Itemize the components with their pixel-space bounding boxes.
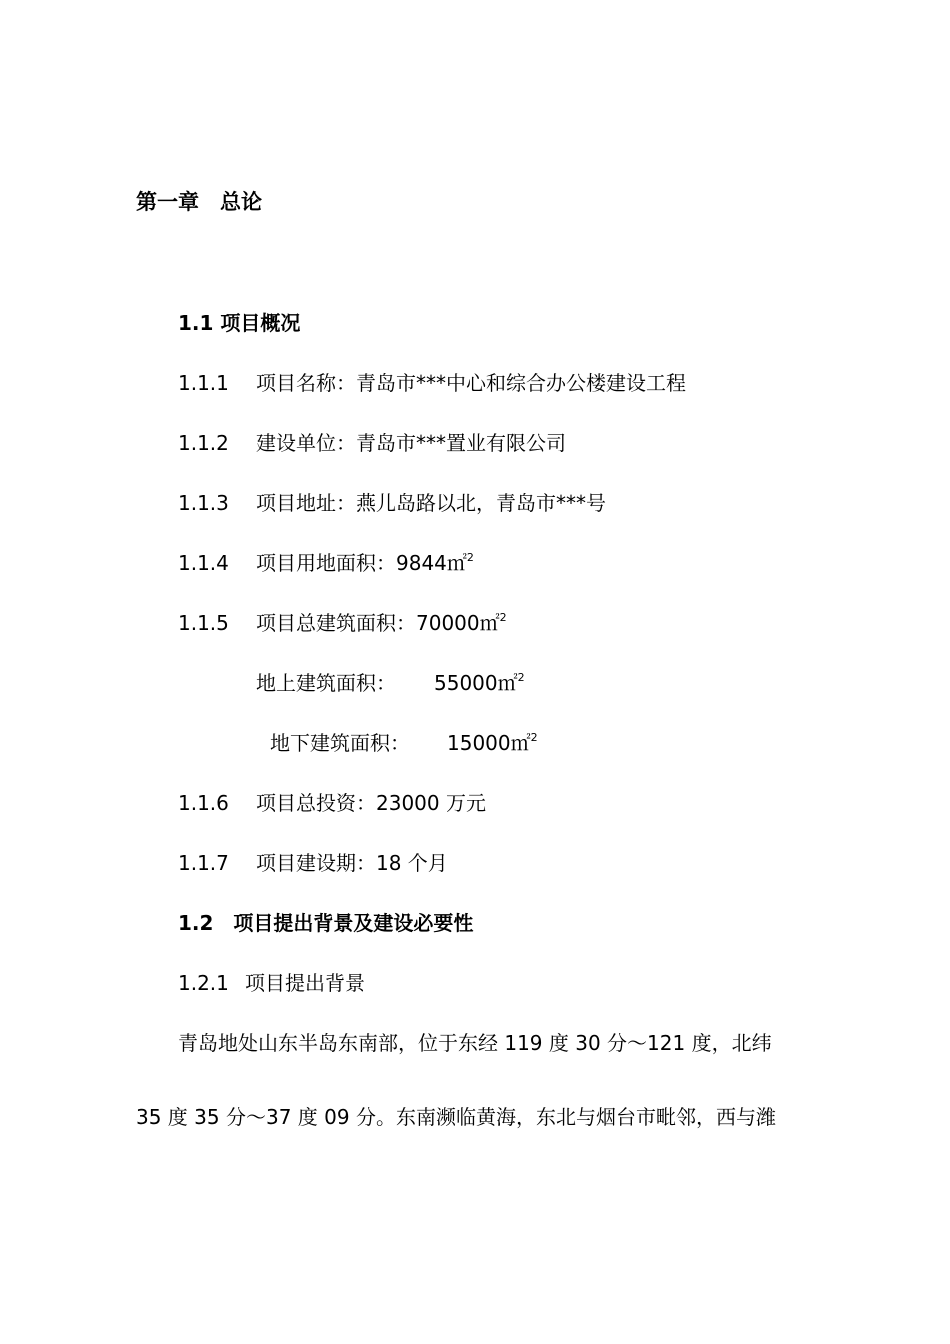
superscript: 2 — [499, 611, 507, 624]
area-value: 15000㎡ — [447, 731, 531, 755]
item-text: 项目提出背景 — [245, 971, 365, 995]
item-number: 1.1.6 — [178, 791, 229, 815]
item-number: 1.1.4 — [178, 551, 229, 575]
item-1-1-6 — [178, 793, 486, 813]
area-value: 55000㎡ — [434, 671, 518, 695]
item-text: 项目名称：青岛市***中心和综合办公楼建设工程 — [256, 371, 686, 395]
superscript: 2 — [466, 551, 474, 564]
item-text: 项目总建筑面积：70000㎡ — [256, 611, 500, 635]
item-number: 1.1.3 — [178, 491, 229, 515]
item-1-1-1 — [178, 373, 686, 393]
item-number: 1.2.1 — [178, 971, 229, 995]
area-label: 地上建筑面积： — [256, 671, 396, 695]
item-text: 项目用地面积：9844㎡ — [256, 551, 467, 575]
subsection-1-2-1 — [178, 973, 365, 993]
above-ground-area — [256, 673, 525, 693]
item-1-1-7 — [178, 853, 448, 873]
superscript: 2 — [517, 671, 525, 684]
item-number: 1.1.5 — [178, 611, 229, 635]
chapter-title: 第一章 总论 — [136, 190, 262, 214]
item-number: 1.1.7 — [178, 851, 229, 875]
area-label: 地下建筑面积： — [270, 731, 410, 755]
section-1-2-heading: 1.2 项目提出背景及建设必要性 — [178, 911, 474, 935]
item-1-1-3 — [178, 493, 606, 513]
paragraph-line-1: 青岛地处山东半岛东南部，位于东经 119 度 30 分～121 度，北纬 — [178, 1031, 772, 1055]
paragraph-line-2: 35 度 35 分～37 度 09 分。东南濒临黄海，东北与烟台市毗邻，西与潍 — [136, 1105, 776, 1129]
item-number: 1.1.2 — [178, 431, 229, 455]
item-text: 建设单位：青岛市***置业有限公司 — [256, 431, 566, 455]
item-number: 1.1.1 — [178, 371, 229, 395]
item-1-1-4 — [178, 553, 474, 573]
item-text: 项目建设期：18 个月 — [256, 851, 448, 875]
section-1-1-heading: 1.1 项目概况 — [178, 311, 301, 335]
item-1-1-2 — [178, 433, 566, 453]
item-text: 项目总投资：23000 万元 — [256, 791, 486, 815]
item-1-1-5 — [178, 613, 507, 633]
item-text: 项目地址：燕儿岛路以北，青岛市***号 — [256, 491, 606, 515]
superscript: 2 — [530, 731, 538, 744]
under-ground-area — [270, 733, 538, 753]
